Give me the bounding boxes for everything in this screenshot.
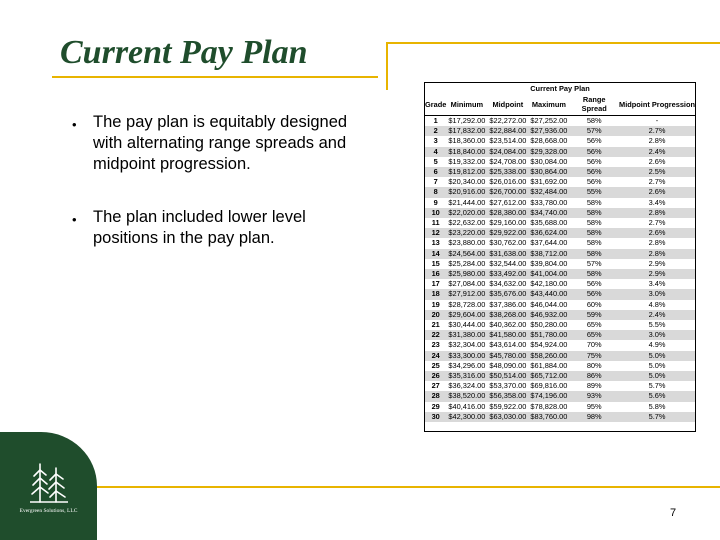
table-row: [425, 320, 695, 330]
table-cell: 2: [425, 126, 446, 136]
table-row: [425, 361, 695, 371]
table-cell: 5.0%: [648, 360, 666, 370]
table-cell: $50,280.00: [530, 320, 568, 330]
table-cell: $19,812.00: [448, 167, 486, 177]
table-cell: 10: [425, 208, 446, 218]
table-body: [425, 116, 695, 423]
table-cell: $35,676.00: [489, 289, 527, 299]
table-cell: $23,880.00: [448, 238, 486, 248]
table-cell: 2.7%: [619, 126, 695, 136]
table-cell: 98%: [569, 412, 619, 422]
table-cell: 4: [425, 147, 446, 157]
table-cell: $61,884.00: [530, 360, 568, 370]
table-cell: 56%: [569, 147, 619, 157]
table-cell: 28: [425, 391, 446, 401]
table-row: [425, 116, 695, 127]
table-cell: 2.9%: [619, 269, 695, 279]
table-cell: 58%: [586, 218, 602, 228]
table-cell: 2.7%: [648, 218, 666, 228]
table-cell: $24,084.00: [489, 146, 527, 156]
table-cell: $33,780.00: [530, 197, 568, 207]
table-row: [425, 136, 695, 146]
table-cell: $46,044.00: [530, 299, 568, 309]
table-cell: 65%: [569, 330, 619, 340]
table-cell: $33,300.00: [448, 350, 486, 360]
column-header: Range Spread: [569, 93, 619, 116]
table-cell: $28,380.00: [489, 207, 527, 217]
table-cell: $34,740.00: [530, 207, 568, 217]
table-row: [425, 300, 695, 310]
top-right-divider: [386, 42, 720, 44]
table-cell: $18,360.00: [448, 136, 486, 146]
table-row: [425, 289, 695, 299]
table-cell: 58%: [569, 249, 619, 259]
bullet-text: The plan included lower level positions in the pay plan.: [93, 208, 306, 247]
table-cell: 56%: [586, 136, 602, 146]
pay-plan-table: [424, 82, 696, 432]
table-cell: $22,020.00: [448, 207, 486, 217]
table-cell: $43,440.00: [530, 289, 568, 299]
table-cell: 2.4%: [619, 310, 695, 320]
table-cell: $24,564.00: [448, 248, 486, 258]
table-cell: $36,324.00: [448, 381, 486, 391]
table-cell: $22,632.00: [448, 218, 486, 228]
table-cell: $20,340.00: [448, 177, 486, 187]
table-row: [425, 381, 695, 391]
table-cell: 5: [433, 156, 438, 166]
table-cell: $30,864.00: [530, 167, 568, 177]
table-cell: $38,520.00: [448, 391, 486, 401]
table-cell: $41,580.00: [489, 330, 527, 340]
column-header: Maximum: [528, 93, 569, 116]
table-row: [425, 412, 695, 422]
table-cell: 2.8%: [648, 238, 666, 248]
table-cell: $29,328.00: [530, 146, 568, 156]
table-cell: $37,644.00: [530, 238, 568, 248]
column-header: Midpoint: [487, 93, 528, 116]
table-cell: 5.8%: [648, 401, 666, 411]
table-cell: 75%: [569, 351, 619, 361]
table-cell: 2.8%: [619, 249, 695, 259]
table-cell: $34,296.00: [448, 360, 486, 370]
table-cell: $63,030.00: [489, 411, 527, 421]
table-cell: $27,612.00: [489, 197, 527, 207]
table-cell: $35,688.00: [530, 218, 568, 228]
table-cell: $58,260.00: [530, 350, 568, 360]
table-cell: 2.4%: [619, 147, 695, 157]
table-cell: $27,936.00: [530, 126, 568, 136]
table-cell: 17: [431, 279, 440, 289]
table-cell: $28,728.00: [448, 299, 486, 309]
table-cell: 19: [431, 299, 440, 309]
table-cell: 22: [425, 330, 446, 340]
table-cell: 93%: [569, 391, 619, 401]
table-cell: $30,084.00: [530, 156, 568, 166]
table-cell: 86%: [569, 371, 619, 381]
bullet-marker: •: [72, 212, 77, 227]
vertical-divider: [386, 42, 388, 90]
table-cell: 26: [425, 371, 446, 381]
table-cell: $51,780.00: [530, 330, 568, 340]
table-cell: 56%: [586, 177, 602, 187]
table-row: [425, 340, 695, 350]
table-row: [425, 218, 695, 228]
tree-icon: [30, 460, 68, 506]
table-cell: 5.5%: [648, 320, 666, 330]
table-cell: $36,624.00: [530, 228, 568, 238]
table-cell: $28,668.00: [530, 136, 568, 146]
column-header: Minimum: [446, 93, 487, 116]
table-cell: 57%: [569, 126, 619, 136]
table-cell: $29,922.00: [489, 228, 527, 238]
logo-text: Evergreen Solutions, LLC: [19, 508, 78, 514]
table-cell: $29,604.00: [448, 309, 486, 319]
table-cell: 21: [431, 320, 440, 330]
table-cell: 2.9%: [648, 258, 666, 268]
table-cell: $25,284.00: [448, 258, 486, 268]
table-cell: 2.8%: [619, 208, 695, 218]
table-cell: 95%: [586, 401, 602, 411]
table-cell: 2.7%: [648, 177, 666, 187]
table-cell: $45,780.00: [489, 350, 527, 360]
table-cell: $27,252.00: [530, 116, 568, 125]
table-cell: $48,090.00: [489, 360, 527, 370]
page-number: 7: [670, 507, 677, 519]
table-cell: 30: [425, 412, 446, 422]
table-cell: 7: [433, 177, 438, 187]
table-row: [425, 198, 695, 208]
table-cell: 20: [425, 310, 446, 320]
table-row: [425, 208, 695, 218]
table-cell: 65%: [586, 320, 602, 330]
table-cell: 27: [431, 381, 440, 391]
table-cell: $83,760.00: [530, 411, 568, 421]
table-cell: 2.6%: [648, 156, 666, 166]
table-cell: $26,700.00: [489, 187, 527, 197]
table-cell: $30,762.00: [489, 238, 527, 248]
table-cell: $41,004.00: [530, 269, 568, 279]
table-cell: 59%: [569, 310, 619, 320]
table-cell: 11: [431, 218, 440, 228]
slide-title: Current Pay Plan: [60, 34, 308, 71]
table-cell: $31,380.00: [448, 330, 486, 340]
table-row: [425, 167, 695, 177]
table-cell: $21,444.00: [448, 197, 486, 207]
table-row: [425, 177, 695, 187]
table-cell: 5.7%: [619, 412, 695, 422]
table-cell: $25,338.00: [489, 167, 527, 177]
table-cell: 58%: [586, 197, 602, 207]
table-cell: $40,362.00: [489, 320, 527, 330]
bottom-divider: [97, 486, 720, 488]
company-logo: [0, 432, 97, 540]
table-cell: $59,922.00: [489, 401, 527, 411]
table-row: [425, 402, 695, 412]
table-cell: 23: [431, 340, 440, 350]
table-row: [425, 228, 695, 238]
table-cell: $32,304.00: [448, 340, 486, 350]
table-cell: 56%: [586, 156, 602, 166]
table-row: [425, 249, 695, 259]
table-cell: $39,804.00: [530, 258, 568, 268]
table-row: [425, 259, 695, 269]
table-cell: 5.6%: [619, 391, 695, 401]
table-cell: $38,712.00: [530, 248, 568, 258]
table-cell: 55%: [569, 187, 619, 197]
table-cell: $40,416.00: [448, 401, 486, 411]
table-row: [425, 391, 695, 401]
table-cell: 2.8%: [648, 136, 666, 146]
table-cell: 24: [425, 351, 446, 361]
table-cell: $17,832.00: [448, 126, 486, 136]
table-cell: $26,016.00: [489, 177, 527, 187]
table-cell: $54,924.00: [530, 340, 568, 350]
bullet-item: [72, 112, 362, 175]
bullet-marker: •: [72, 117, 77, 132]
table-cell: 5.0%: [619, 351, 695, 361]
table-row: [425, 310, 695, 320]
table-cell: $27,912.00: [448, 289, 486, 299]
table-cell: 58%: [569, 208, 619, 218]
table-cell: $46,932.00: [530, 309, 568, 319]
table-cell: 56%: [569, 289, 619, 299]
table-cell: $56,358.00: [489, 391, 527, 401]
table-cell: 15: [431, 258, 440, 268]
table-cell: $38,268.00: [489, 309, 527, 319]
table-cell: 5.7%: [648, 381, 666, 391]
table-cell: $35,316.00: [448, 371, 486, 381]
table-cell: $69,816.00: [530, 381, 568, 391]
table-cell: 80%: [586, 360, 602, 370]
table-cell: 29: [431, 401, 440, 411]
table-cell: 8: [425, 187, 446, 197]
table-cell: 4.8%: [648, 299, 666, 309]
table-cell: 13: [431, 238, 440, 248]
table-cell: 6: [425, 167, 446, 177]
table-cell: 2.6%: [619, 228, 695, 238]
table-cell: $42,180.00: [530, 279, 568, 289]
table-cell: 58%: [586, 238, 602, 248]
column-header: Grade: [425, 93, 446, 116]
table-row: [425, 238, 695, 248]
table-cell: 57%: [586, 258, 602, 268]
table-cell: $33,492.00: [489, 269, 527, 279]
table-row: [425, 126, 695, 136]
table-cell: $31,692.00: [530, 177, 568, 187]
table-cell: 1: [433, 116, 438, 125]
table-cell: $18,840.00: [448, 146, 486, 156]
table-row: [425, 279, 695, 289]
table-cell: 56%: [569, 167, 619, 177]
table-cell: $29,160.00: [489, 218, 527, 228]
table-cell: 18: [425, 289, 446, 299]
table-cell: 70%: [586, 340, 602, 350]
table-cell: $74,196.00: [530, 391, 568, 401]
table-cell: $17,292.00: [448, 116, 486, 125]
table-cell: $32,484.00: [530, 187, 568, 197]
table-cell: 25: [431, 360, 440, 370]
table-row: [425, 157, 695, 167]
table-row: [425, 187, 695, 197]
table-cell: $19,332.00: [448, 156, 486, 166]
table-cell: 56%: [586, 279, 602, 289]
table-cell: $65,712.00: [530, 371, 568, 381]
table-cell: 5.0%: [619, 371, 695, 381]
title-underline: [52, 76, 378, 78]
table-cell: 12: [425, 228, 446, 238]
bullet-list: [72, 112, 362, 281]
table-row: [425, 147, 695, 157]
table-row: [425, 269, 695, 279]
table-cell: 14: [425, 249, 446, 259]
table-cell: $22,884.00: [489, 126, 527, 136]
column-header: Midpoint Progression: [619, 93, 695, 116]
bullet-text: The pay plan is equitably designed with alternating range spreads and midpoint progression.: [93, 113, 348, 173]
table-caption: Current Pay Plan: [530, 83, 590, 93]
table-cell: 16: [425, 269, 446, 279]
table-cell: 3.0%: [619, 330, 695, 340]
table-cell: 58%: [569, 228, 619, 238]
table-cell: $53,370.00: [489, 381, 527, 391]
table-row: [425, 351, 695, 361]
table-cell: 3: [433, 136, 438, 146]
table-cell: 3.0%: [619, 289, 695, 299]
table-cell: $23,514.00: [489, 136, 527, 146]
table-cell: $42,300.00: [448, 411, 486, 421]
table-cell: $24,708.00: [489, 156, 527, 166]
table-cell: 2.6%: [619, 187, 695, 197]
table-header-row: [425, 93, 695, 116]
table-cell: 58%: [569, 269, 619, 279]
table-cell: $27,084.00: [448, 279, 486, 289]
table-cell: $50,514.00: [489, 371, 527, 381]
table-row: [425, 371, 695, 381]
table-cell: 9: [433, 197, 438, 207]
table-cell: $22,272.00: [489, 116, 527, 125]
table-cell: $31,638.00: [489, 248, 527, 258]
table-cell: 4.9%: [648, 340, 666, 350]
table-cell: $23,220.00: [448, 228, 486, 238]
table-cell: 60%: [586, 299, 602, 309]
table-cell: $78,828.00: [530, 401, 568, 411]
table-cell: $20,916.00: [448, 187, 486, 197]
table-cell: -: [655, 116, 659, 125]
bullet-item: [72, 207, 362, 249]
table-cell: $30,444.00: [448, 320, 486, 330]
table-cell: $25,980.00: [448, 269, 486, 279]
table-cell: $43,614.00: [489, 340, 527, 350]
pay-plan-grid: [425, 83, 695, 422]
table-cell: 2.5%: [619, 167, 695, 177]
table-cell: $34,632.00: [489, 279, 527, 289]
table-cell: 3.4%: [648, 197, 666, 207]
table-row: [425, 330, 695, 340]
table-cell: 3.4%: [648, 279, 666, 289]
table-cell: 58%: [586, 116, 602, 125]
table-cell: $37,386.00: [489, 299, 527, 309]
table-cell: 89%: [586, 381, 602, 391]
table-cell: $32,544.00: [489, 258, 527, 268]
